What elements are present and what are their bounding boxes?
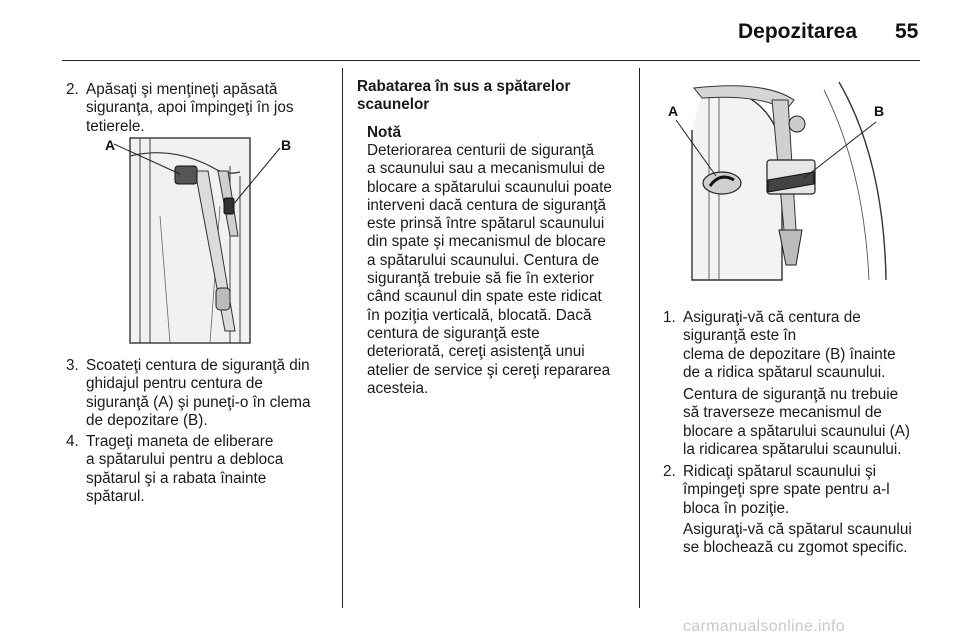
watermark: carmanualsonline.info <box>683 618 845 635</box>
step-1-text <box>683 309 896 382</box>
note-line-7: a spătarului scaunului. Centura de <box>367 251 600 269</box>
fig3-label-b: B <box>874 103 885 119</box>
step-2b-note <box>683 521 912 558</box>
step-4-line-4: spătarul. <box>86 487 145 505</box>
figure-seatback-lock <box>664 80 894 285</box>
note-line-8: siguranţă trebuie să fie în exterior <box>367 270 595 288</box>
step-2-line-1: Apăsaţi şi menţineţi apăsată <box>86 81 278 98</box>
step-4-line-2: a spătarului pentru a debloca <box>86 451 284 469</box>
section-heading <box>357 78 570 115</box>
step-1-note-line-2: să traverseze mecanismul de <box>683 404 882 422</box>
note-line-12: deteriorată, cereţi asistenţă unui <box>367 343 585 361</box>
note-line-2: a scaunului sau a mecanismului de <box>367 160 606 178</box>
note-line-13: atelier de service şi cereţi repararea <box>367 361 611 379</box>
step-1-note-line-4: la ridicarea spătarului scaunului. <box>683 440 902 458</box>
column-divider-2 <box>639 68 640 608</box>
note-line-3: blocare a spătarului scaunului poate <box>367 178 612 196</box>
step-3-line-4: de depozitare (B). <box>86 411 208 429</box>
fig1-label-b: B <box>281 137 292 153</box>
column-divider-1 <box>342 68 343 608</box>
note-line-14: acesteia. <box>367 379 429 397</box>
step-4-number: 4. <box>66 433 79 450</box>
step-2b-line-3: bloca în poziţie. <box>683 499 790 517</box>
step-2-text <box>86 81 293 136</box>
step-1-line-1: Asiguraţi-vă că centura de <box>683 309 861 326</box>
step-1-note-line-3: blocare a spătarului scaunului (A) <box>683 422 911 440</box>
seatback-latch-icon <box>703 172 741 194</box>
step-2b-line-1: Ridicaţi spătarul scaunului şi <box>683 463 877 480</box>
step-2-number: 2. <box>66 81 79 98</box>
page-title: Depozitarea <box>738 20 858 43</box>
step-1-note-line-1: Centura de siguranţă nu trebuie <box>683 386 899 403</box>
note-line-10: în poziţia verticală, blocată. Dacă <box>367 306 592 324</box>
figure-belt-guide <box>100 136 300 346</box>
fig3-label-a: A <box>668 103 679 119</box>
step-4-line-3: spătarul şi a rabata înainte <box>86 469 267 487</box>
step-3-line-2: ghidajul pentru centura de <box>86 375 263 393</box>
step-3-line-1: Scoateţi centura de siguranţă din <box>86 357 310 374</box>
seatback-lock-illustration <box>664 80 894 285</box>
step-4-text <box>86 433 283 506</box>
note-line-4: interveni dacă centura de siguranţă <box>367 196 606 214</box>
step-2b-note-line-1: Asiguraţi-vă că spătarul scaunului <box>683 521 912 538</box>
step-1-number: 1. <box>663 309 676 326</box>
step-1-line-3: clema de depozitare (B) înainte <box>683 345 896 363</box>
belt-guide-icon <box>175 166 197 184</box>
step-3-text <box>86 357 310 430</box>
step-2-line-3: tetierele. <box>86 117 145 135</box>
note-line-5: este prinsă între spătarul scaunului <box>367 215 605 233</box>
step-2b-number: 2. <box>663 463 676 480</box>
section-heading-line-2: scaunelor <box>357 96 430 114</box>
note-line-9: când scaunul din spate este ridicat <box>367 288 602 306</box>
step-3-number: 3. <box>66 357 79 374</box>
step-2b-text <box>683 463 890 518</box>
page-number: 55 <box>895 20 919 43</box>
belt-guide-illustration <box>100 136 300 346</box>
step-4-line-1: Trageţi maneta de eliberare <box>86 433 274 450</box>
note-line-11: centura de siguranţă este <box>367 324 540 342</box>
note-body <box>367 142 612 398</box>
step-2b-line-2: împingeţi spre spate pentru a-l <box>683 481 890 499</box>
note-line-1: Deteriorarea centurii de siguranţă <box>367 142 595 159</box>
fig1-label-a: A <box>105 137 116 153</box>
step-2b-note-line-2: se blochează cu zgomot specific. <box>683 539 908 557</box>
step-2-line-2: siguranţa, apoi împingeţi în jos <box>86 99 294 117</box>
step-1-line-2: siguranţă este în <box>683 327 797 345</box>
step-1-note <box>683 386 910 459</box>
header-divider <box>62 60 920 61</box>
step-3-line-3: siguranţă (A) şi puneţi-o în clema <box>86 393 311 411</box>
step-1-line-4: de a ridica spătarul scaunului. <box>683 363 886 381</box>
note-line-6: din spate şi mecanismul de blocare <box>367 233 606 251</box>
section-heading-line-1: Rabatarea în sus a spătarelor <box>357 78 571 95</box>
note-title: Notă <box>367 124 401 141</box>
